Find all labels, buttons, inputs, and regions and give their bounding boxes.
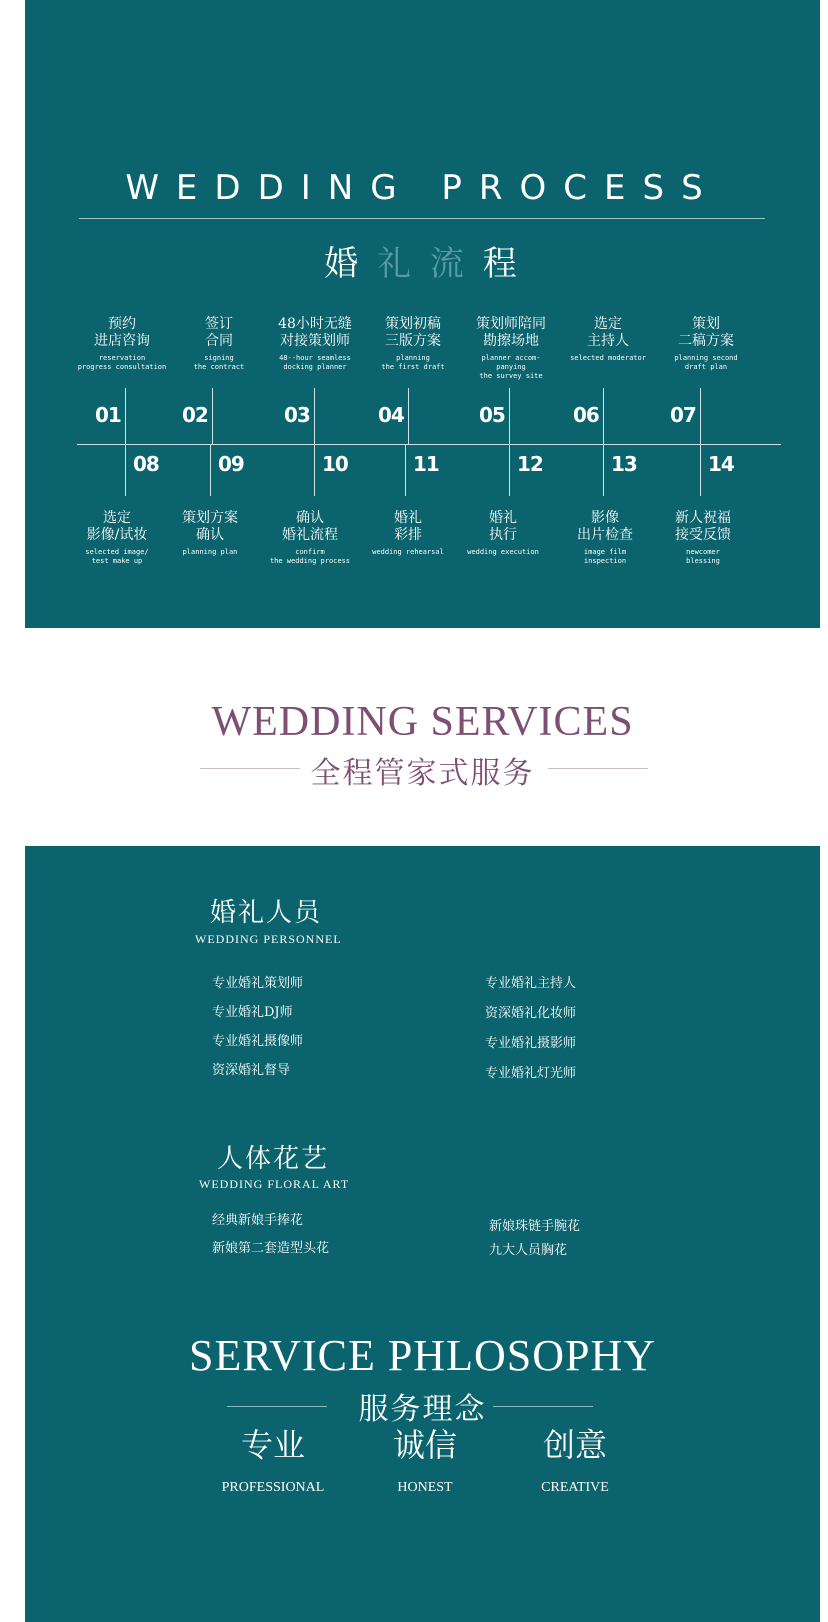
step-label-en-line: inspection xyxy=(583,557,627,565)
step-connector xyxy=(603,444,604,496)
step-connector xyxy=(603,388,604,444)
step-label-cn: 影像 xyxy=(591,510,619,526)
process-step-top xyxy=(456,316,566,381)
step-label-en-line: progress consultation xyxy=(77,363,167,371)
step-connector xyxy=(408,388,409,444)
step-label-en xyxy=(353,548,463,557)
step-label-en-line: test make up xyxy=(91,557,143,565)
step-label-en xyxy=(553,354,663,363)
step-label-en xyxy=(550,548,660,566)
step-label-en-line: blessing xyxy=(686,557,720,565)
process-title-en: WEDDING PROCESS xyxy=(125,168,720,208)
process-title-char: 礼 xyxy=(377,244,416,284)
step-connector xyxy=(405,444,406,496)
step-label-en-line: planning plan xyxy=(182,548,238,556)
step-connector xyxy=(125,388,126,444)
step-connector xyxy=(314,388,315,444)
personnel-item: 专业婚礼主持人 xyxy=(485,976,577,991)
floral-title-en: WEDDING FLORAL ART xyxy=(199,1177,350,1191)
process-title-divider xyxy=(79,218,765,219)
value-honest xyxy=(355,1420,495,1496)
philosophy-title-en: SERVICE PHLOSOPHY xyxy=(189,1331,656,1380)
step-label-en-line: wedding execution xyxy=(467,548,539,556)
step-label-cn: 合同 xyxy=(205,333,233,349)
process-step-bottom xyxy=(353,510,463,557)
process-step-top xyxy=(358,316,468,372)
process-title-cn xyxy=(25,236,820,285)
step-label-cn: 对接策划师 xyxy=(280,333,350,349)
step-connector xyxy=(700,444,701,496)
step-label-en xyxy=(456,354,566,381)
step-label-en-line: the wedding process xyxy=(269,557,351,565)
step-label-en xyxy=(255,548,365,566)
step-connector xyxy=(314,444,315,496)
step-number: 06 xyxy=(573,403,599,427)
value-cn: 专业 xyxy=(240,1426,305,1464)
value-en: CREATIVE xyxy=(541,1480,609,1495)
step-connector xyxy=(509,444,510,496)
step-label-cn: 48小时无缝 xyxy=(278,316,352,332)
process-title-char: 程 xyxy=(482,244,521,284)
step-label-cn: 婚礼流程 xyxy=(282,527,338,543)
personnel-item: 专业婚礼摄像师 xyxy=(212,1034,304,1049)
services-title-cn xyxy=(25,748,820,792)
step-number: 03 xyxy=(284,403,310,427)
step-label-en xyxy=(260,354,370,372)
process-step-top xyxy=(164,316,274,372)
step-connector xyxy=(210,444,211,496)
personnel-item: 专业婚礼灯光师 xyxy=(485,1066,577,1081)
floral-item: 新娘第二套造型头花 xyxy=(212,1241,330,1256)
step-number: 10 xyxy=(322,452,348,476)
step-label-cn: 影像/试妆 xyxy=(86,527,148,543)
personnel-item: 专业婚礼DJ师 xyxy=(212,1005,293,1020)
philosophy-title-cn-text: 服务理念 xyxy=(358,1392,487,1427)
step-number: 05 xyxy=(479,403,505,427)
step-label-cn: 新人祝福 xyxy=(675,510,731,526)
process-step-top xyxy=(553,316,663,363)
step-label-cn: 勘擦场地 xyxy=(483,333,539,349)
step-label-cn: 出片检查 xyxy=(577,527,633,543)
step-number: 02 xyxy=(182,403,208,427)
step-label-en-line: the survey site xyxy=(479,372,543,380)
step-number: 04 xyxy=(378,403,404,427)
step-connector xyxy=(700,388,701,444)
step-connector xyxy=(212,388,213,444)
process-step-top xyxy=(67,316,177,372)
floral-item: 经典新娘手捧花 xyxy=(212,1213,304,1228)
step-label-cn: 二稿方案 xyxy=(678,333,734,349)
step-label-en-line: reservation xyxy=(98,354,146,362)
process-step-bottom xyxy=(255,510,365,566)
floral-item: 新娘珠链手腕花 xyxy=(489,1219,581,1234)
step-label-en-line: newcomer xyxy=(686,548,720,556)
step-label-en xyxy=(164,354,274,372)
floral-title-cn: 人体花艺 xyxy=(217,1144,330,1174)
personnel-item: 资深婚礼化妆师 xyxy=(485,1006,577,1021)
step-number: 12 xyxy=(517,452,543,476)
step-label-cn: 确认 xyxy=(296,510,324,526)
step-label-en-line: wedding rehearsal xyxy=(372,548,444,556)
step-label-en-line: planning second xyxy=(674,354,738,362)
personnel-title-cn: 婚礼人员 xyxy=(210,898,323,928)
step-connector xyxy=(509,388,510,444)
step-label-cn: 婚礼 xyxy=(394,510,422,526)
process-title-char: 婚 xyxy=(324,244,363,284)
step-label-en-line: panying xyxy=(496,363,526,371)
step-label-en-line: planner accom- xyxy=(481,354,541,362)
process-step-bottom xyxy=(648,510,758,566)
step-number: 14 xyxy=(708,452,734,476)
step-label-en xyxy=(358,354,468,372)
step-label-cn: 主持人 xyxy=(587,333,629,349)
step-label-cn: 策划 xyxy=(692,316,720,332)
step-label-en xyxy=(155,548,265,557)
services-divider-right xyxy=(548,768,648,769)
step-label-en xyxy=(448,548,558,557)
step-number: 09 xyxy=(218,452,244,476)
step-label-en-line: the first draft xyxy=(381,363,445,371)
value-en: PROFESSIONAL xyxy=(221,1480,325,1495)
step-label-en-line: confirm xyxy=(295,548,325,556)
process-step-top xyxy=(651,316,761,372)
step-number: 07 xyxy=(670,403,696,427)
step-label-en-line: 48--hour seamless xyxy=(279,354,351,362)
step-label-cn: 选定 xyxy=(594,316,622,332)
step-label-cn: 进店咨询 xyxy=(94,333,150,349)
step-label-cn: 策划师陪同 xyxy=(476,316,546,332)
personnel-item: 专业婚礼策划师 xyxy=(212,976,304,991)
step-label-cn: 选定 xyxy=(103,510,131,526)
step-label-en-line: the contract xyxy=(193,363,245,371)
process-step-bottom xyxy=(550,510,660,566)
step-connector xyxy=(125,444,126,496)
step-label-en-line: selected moderator xyxy=(570,354,646,362)
philosophy-divider-right xyxy=(493,1406,593,1407)
value-creative xyxy=(505,1420,645,1496)
step-label-en-line: image film xyxy=(583,548,627,556)
process-title-char: 流 xyxy=(429,244,468,284)
step-label-cn: 三版方案 xyxy=(385,333,441,349)
step-label-cn: 彩排 xyxy=(394,527,422,543)
step-label-en-line: docking planner xyxy=(283,363,347,371)
step-label-cn: 接受反馈 xyxy=(675,527,731,543)
step-number: 01 xyxy=(95,403,121,427)
personnel-item: 资深婚礼督导 xyxy=(212,1063,291,1078)
step-label-cn: 婚礼 xyxy=(489,510,517,526)
process-step-top xyxy=(260,316,370,372)
step-label-en-line: selected image/ xyxy=(85,548,149,556)
floral-item: 九大人员胸花 xyxy=(489,1243,568,1258)
step-label-en xyxy=(651,354,761,372)
process-step-bottom xyxy=(155,510,265,557)
step-label-cn: 策划方案 xyxy=(182,510,238,526)
details-panel xyxy=(25,846,820,1622)
personnel-item: 专业婚礼摄影师 xyxy=(485,1036,577,1051)
step-label-en-line: planning xyxy=(396,354,430,362)
step-label-cn: 签订 xyxy=(205,316,233,332)
timeline-axis xyxy=(77,444,781,445)
step-number: 11 xyxy=(413,452,439,476)
step-label-cn: 预约 xyxy=(108,316,136,332)
step-label-en xyxy=(648,548,758,566)
step-label-cn: 策划初稿 xyxy=(385,316,441,332)
step-number: 08 xyxy=(133,452,159,476)
step-label-en xyxy=(67,354,177,372)
step-number: 13 xyxy=(611,452,637,476)
process-step-bottom xyxy=(448,510,558,557)
process-panel xyxy=(25,0,820,628)
personnel-title-en: WEDDING PERSONNEL xyxy=(195,932,342,946)
services-panel xyxy=(25,628,820,846)
services-title-en: WEDDING SERVICES xyxy=(211,699,634,745)
step-label-cn: 确认 xyxy=(196,527,224,543)
step-label-en-line: draft plan xyxy=(684,363,728,371)
value-cn: 诚信 xyxy=(392,1426,457,1464)
step-label-cn: 执行 xyxy=(489,527,517,543)
value-professional xyxy=(203,1420,343,1496)
value-en: HONEST xyxy=(397,1480,453,1495)
value-cn: 创意 xyxy=(542,1426,607,1464)
step-label-en-line: signing xyxy=(204,354,234,362)
services-title-cn-text: 全程管家式服务 xyxy=(310,756,535,791)
